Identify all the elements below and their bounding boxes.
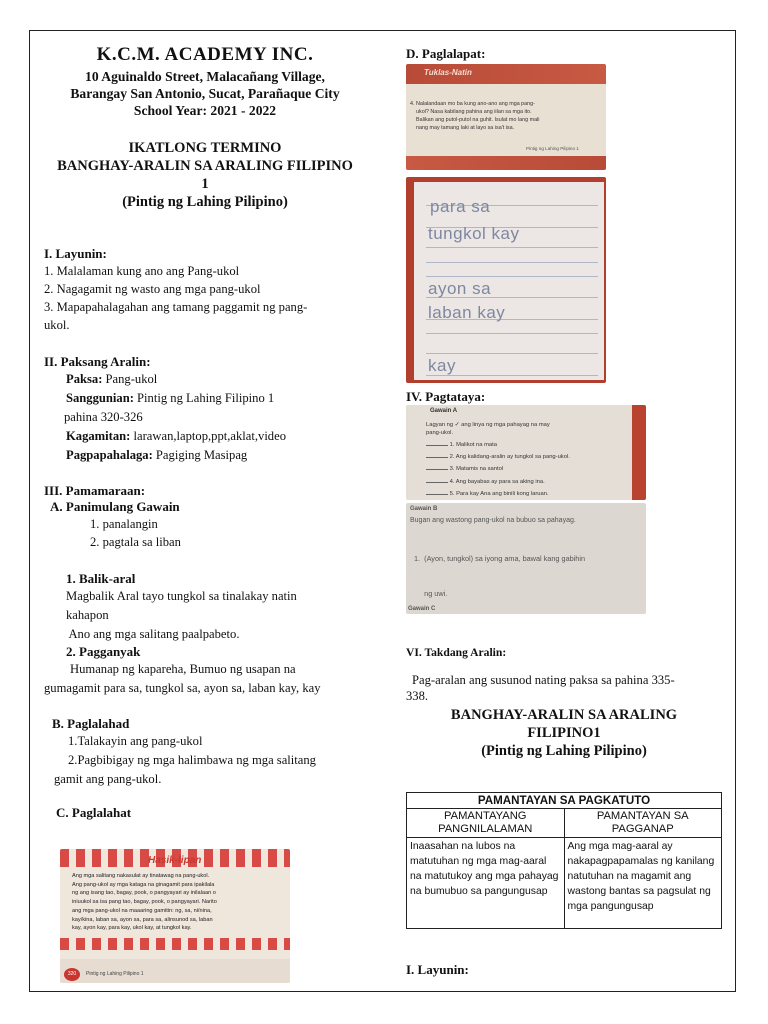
handwriting-text: kay bbox=[428, 356, 456, 375]
table-cell-pagganap: Ang mga mag-aaral ay nakapagpapamalas ng kanilang natutuhan na magamit ang wastong bantas sa pagsulat ng mga pangungusap bbox=[564, 838, 722, 929]
paglalahat-heading: C. Paglalahat bbox=[56, 805, 132, 820]
plan-subtitle-2: (Pintig ng Lahing Pilipino) bbox=[481, 743, 647, 759]
paksang-aralin-heading: II. Paksang Aralin: bbox=[44, 354, 151, 369]
gawain-a-item: 5. Para kay Ana ang binili kong laruan. bbox=[426, 488, 570, 500]
kagamitan-value: larawan,laptop,ppt,aklat,video bbox=[130, 429, 286, 443]
balik-aral-heading: 1. Balik-aral bbox=[66, 571, 136, 586]
paksa-label: Paksa: bbox=[66, 372, 103, 386]
ruled-line bbox=[426, 247, 598, 248]
table-subheader-row bbox=[407, 809, 722, 838]
pagpapahalaga-label: Pagpapahalaga: bbox=[66, 448, 153, 462]
hasik-line: iniuukol sa isa pang tao, bagay, pook, o pangyayari. Narito bbox=[72, 899, 217, 906]
table-col-head-1: PAMANTAYANG PANGNILALAMAN bbox=[407, 809, 565, 838]
tuklas-line: nang may tamang laki at layo sa isa't isa. bbox=[416, 125, 515, 131]
hasik-line: Ang pang-ukol ay mga kataga na ginagamit para ipakilala bbox=[72, 881, 215, 888]
balik-aral-line: Ano ang mga salitang paalpabeto. bbox=[66, 627, 240, 641]
pamamaraan-heading: III. Pamamaraan: bbox=[44, 483, 146, 498]
handwriting-text: tungkol kay bbox=[428, 224, 520, 243]
gawain-a-item: 1. Malikot na mata bbox=[426, 439, 570, 451]
layunin-section bbox=[44, 246, 366, 334]
gawain-b-list bbox=[414, 530, 585, 614]
handwriting-text: ayon sa bbox=[428, 279, 492, 298]
term-title: IKATLONG TERMINO bbox=[128, 140, 282, 156]
panimulang-gawain-heading: A. Panimulang Gawain bbox=[50, 499, 180, 514]
plan-subtitle: (Pintig ng Lahing Pilipino) bbox=[122, 194, 288, 210]
layunin-item: 2. Nagagamit ng wasto ang mga pang-ukol bbox=[44, 282, 261, 296]
gawain-a-item: 4. Ang bayabas ay para sa aking ina. bbox=[426, 476, 570, 488]
handwriting-text: laban kay bbox=[428, 303, 506, 322]
pamamaraan-section bbox=[44, 483, 366, 821]
gawain-b-title: Gawain B bbox=[410, 506, 438, 512]
plan-title-line-2: 1 bbox=[201, 176, 209, 192]
tuklas-line: 4. Nalalandaan mo ba kung ano-ano ang mga pang- bbox=[410, 101, 535, 107]
layunin-item: ukol. bbox=[44, 318, 70, 332]
gawain-a-red-edge bbox=[632, 405, 646, 500]
photo-red-border-bottom bbox=[60, 938, 290, 950]
plan-title-block-2 bbox=[406, 706, 722, 760]
pahina-row: pahina 320-326 bbox=[64, 410, 143, 424]
kagamitan-row bbox=[44, 427, 366, 446]
ruled-line bbox=[426, 333, 598, 334]
layunin-heading: I. Layunin: bbox=[44, 246, 107, 261]
paglalahad-line: 2.Pagbibigay ng mga halimbawa ng mga salitang bbox=[68, 753, 316, 767]
gawain-a-item: 2. Ang kalidang-aralin ay tungkol sa pang-ukol. bbox=[426, 451, 570, 463]
paglalahad-heading: B. Paglalahad bbox=[52, 716, 130, 731]
layunin-heading-2: I. Layunin: bbox=[406, 962, 469, 977]
table-header: PAMANTAYAN SA PAGKATUTO bbox=[407, 793, 722, 809]
pagpapahalaga-value: Pagiging Masipag bbox=[152, 448, 248, 462]
tuklas-natin-photo bbox=[406, 64, 606, 170]
paksa-value: Pang-ukol bbox=[102, 372, 158, 386]
gawain-c-title: Gawain C bbox=[408, 606, 436, 612]
school-address-line-2: Barangay San Antonio, Sucat, Parañaque City bbox=[70, 86, 340, 101]
panimulang-item: 2. pagtala sa liban bbox=[90, 535, 181, 549]
takdang-aralin-line: 338. bbox=[406, 689, 429, 703]
gawain-b-item: ng uwi. bbox=[414, 588, 448, 598]
plan-title-2-line-2: FILIPINO1 bbox=[527, 725, 601, 741]
paglalahad-line: gamit ang pang-ukol. bbox=[54, 772, 162, 786]
takdang-aralin-heading: VI. Takdang Aralin: bbox=[406, 646, 507, 659]
hasik-footer: Pintig ng Lahing Pilipino 1 bbox=[86, 971, 144, 977]
hasik-line: kay, ayon kay, para kay, ukol kay, at tungkol kay. bbox=[72, 925, 192, 932]
panimulang-item: 1. panalangin bbox=[90, 517, 158, 531]
hasik-lipan-title: Hasik-lipan bbox=[148, 855, 202, 866]
paglalapat-heading: D. Paglalapat: bbox=[406, 46, 486, 61]
paglalahad-line: 1.Talakayin ang pang-ukol bbox=[68, 734, 203, 748]
school-header bbox=[44, 44, 366, 119]
tuklas-body bbox=[410, 100, 602, 132]
pagtataya-heading: IV. Pagtataya: bbox=[406, 389, 486, 404]
gawain-a-list bbox=[426, 439, 570, 500]
tuklas-line: ukol? Nasa kabilang pahina ang iilan sa mga ito. bbox=[416, 109, 532, 115]
hasik-lipan-photo bbox=[60, 849, 290, 983]
sanggunian-label: Sanggunian: bbox=[66, 391, 134, 405]
table-header-row bbox=[407, 793, 722, 809]
gawain-b-item: 1. (Ayon, tungkol) sa iyong ama, bawal kang gabihin bbox=[414, 554, 586, 563]
layunin-item: 3. Mapapahalagahan ang tamang paggamit ng pang- bbox=[44, 300, 308, 314]
layunin-item: 1. Malalaman kung ano ang Pang-ukol bbox=[44, 264, 240, 278]
gawain-a-title: Gawain A bbox=[430, 408, 458, 414]
paksa-row bbox=[44, 370, 366, 389]
gawain-a-item: 3. Matamis na santol bbox=[426, 463, 570, 475]
tuklas-footer: Pintig ng Lahing Pilipino 1 bbox=[526, 146, 579, 151]
balik-aral-line: kahapon bbox=[66, 608, 109, 622]
handwriting-text: para sa bbox=[430, 197, 491, 216]
table-col-head-2: PAMANTAYAN SA PAGGANAP bbox=[564, 809, 722, 838]
ruled-line bbox=[426, 262, 598, 263]
sanggunian-row bbox=[44, 389, 366, 408]
paksang-aralin-section bbox=[44, 354, 366, 465]
pagpapahalaga-row bbox=[44, 446, 366, 465]
tuklas-red-band-bottom bbox=[406, 156, 606, 170]
hasik-page-number: 320 bbox=[64, 968, 80, 981]
tuklas-title: Tuklas-Natin bbox=[424, 68, 472, 77]
gawain-b-instruction: Bugan ang wastong pang-ukol na bubuo sa pahayag. bbox=[410, 517, 576, 524]
pagganyak-line: Humanap ng kapareha, Bumuo ng usapan na bbox=[70, 662, 296, 676]
gawain-b-photo bbox=[406, 503, 646, 614]
takdang-aralin-text bbox=[406, 672, 726, 704]
left-column bbox=[44, 44, 366, 821]
pagganyak-heading: 2. Pagganyak bbox=[66, 644, 141, 659]
gawain-a-instruction-2: pang-ukol. bbox=[426, 430, 454, 436]
hasik-line: ang mga pang-ukol na maaaring gamitin: ng, sa, ni/nina, bbox=[72, 907, 212, 914]
plan-title-line-1: BANGHAY-ARALIN SA ARALING FILIPINO bbox=[57, 158, 353, 174]
sanggunian-value: Pintig ng Lahing Filipino 1 bbox=[133, 391, 275, 405]
school-name: K.C.M. ACADEMY INC. bbox=[96, 44, 314, 65]
hasik-lipan-body bbox=[72, 872, 284, 933]
tuklas-line: Balikan ang putol-putol na guhit. Isulat mo lang mali bbox=[416, 117, 540, 123]
gawain-a-photo bbox=[406, 405, 646, 500]
plan-title-2-line-1: BANGHAY-ARALIN SA ARALING bbox=[450, 707, 678, 723]
hasik-line: kay/kina, laban sa, ayon sa, para sa, alinsunod sa, laban bbox=[72, 916, 213, 923]
hasik-line: ng ang isang tao, bagay, pook, o pangyayari ay inilalaan o bbox=[72, 890, 216, 897]
gawain-a-instruction: Lagyan ng ✓ ang linya ng mga pahayag na may bbox=[426, 422, 550, 428]
school-address-line-1: 10 Aguinaldo Street, Malacañang Village, bbox=[85, 69, 325, 84]
takdang-aralin-line: Pag-aralan ang susunod nating paksa sa pahina 335- bbox=[412, 673, 675, 687]
table-row bbox=[407, 838, 722, 929]
ruled-line bbox=[426, 276, 598, 277]
kagamitan-label: Kagamitan: bbox=[66, 429, 131, 443]
hasik-line: Ang mga salitang nakasulat ay tinatawag na pang-ukol. bbox=[72, 873, 210, 879]
plan-title-block bbox=[44, 139, 366, 211]
table-cell-pangnilalaman: Inaasahan na lubos na matutuhan ng mga mag-aaral na matutukoy ang mga pahayag na bumubuo sa pangungusap bbox=[407, 838, 565, 929]
balik-aral-line: Magbalik Aral tayo tungkol sa tinalakay natin bbox=[66, 589, 297, 603]
pagganyak-line: gumagamit para sa, tungkol sa, ayon sa, laban kay, kay bbox=[44, 681, 321, 695]
pamantayan-table bbox=[406, 792, 722, 929]
school-year: School Year: 2021 - 2022 bbox=[133, 103, 277, 118]
ruled-line bbox=[426, 353, 598, 354]
